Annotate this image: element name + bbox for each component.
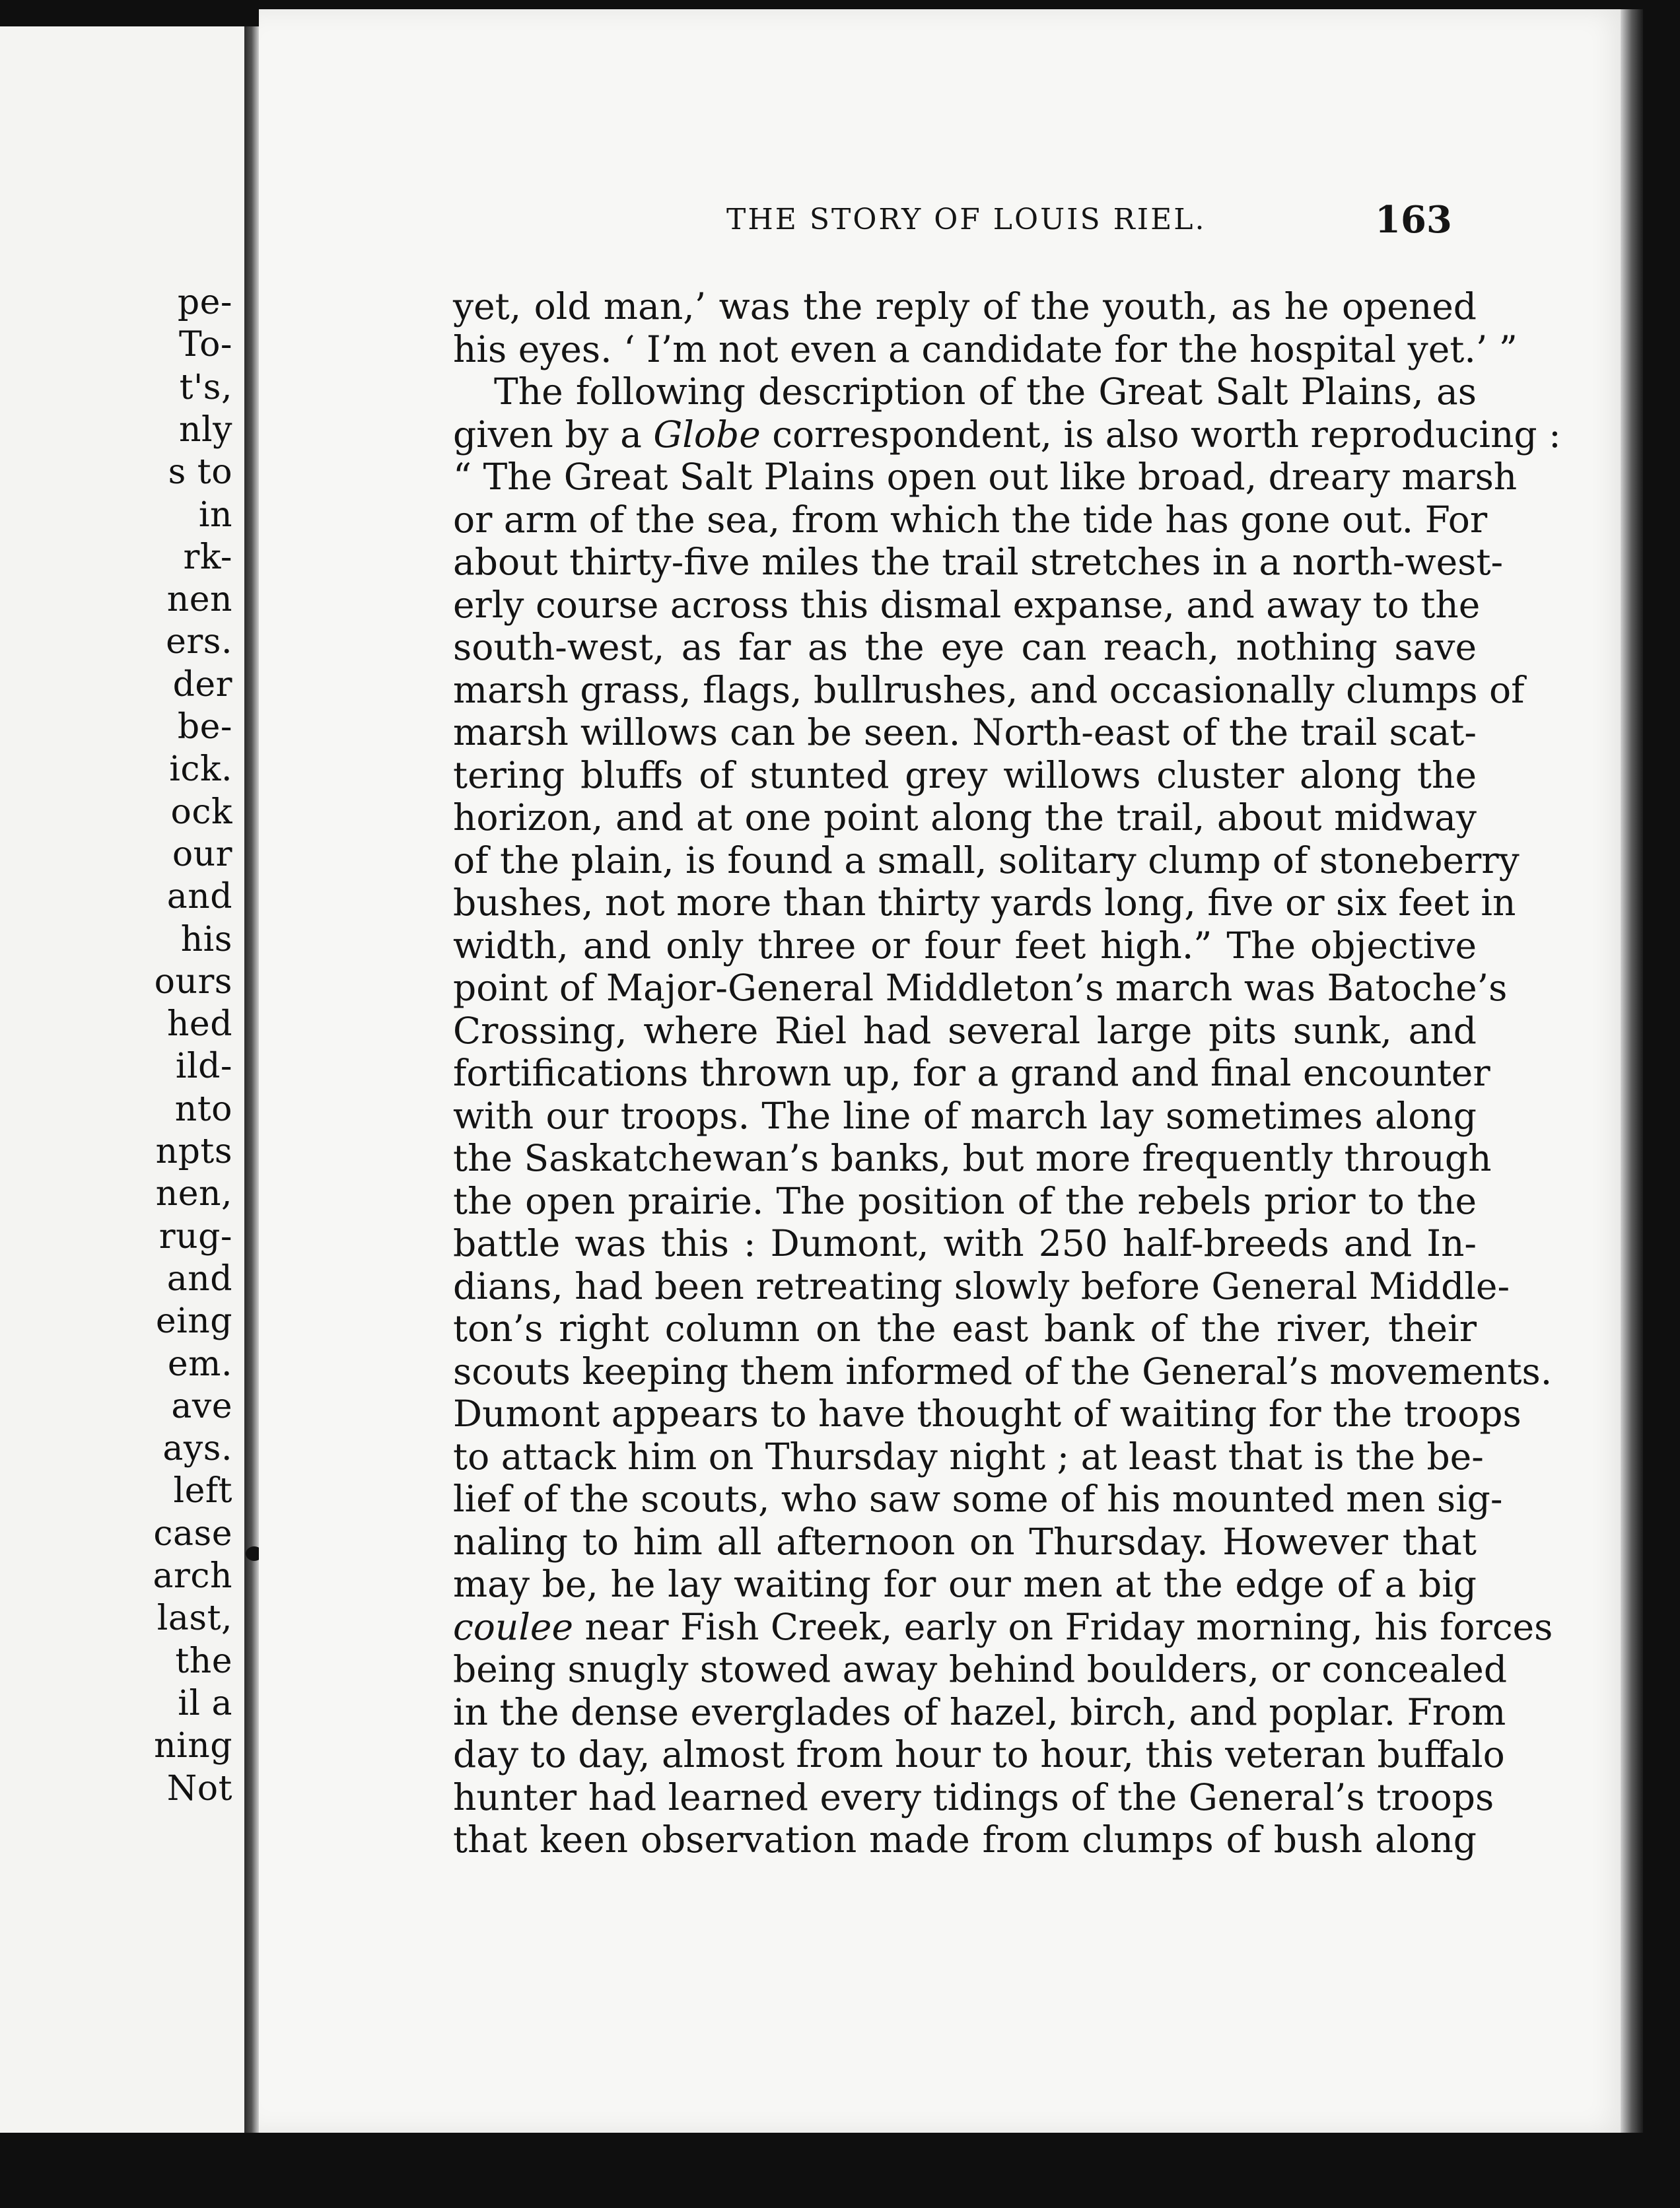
text-line: of the plain, is found a small, solitary clump of stoneberry <box>453 839 1520 881</box>
left-page-line: ock <box>170 792 232 832</box>
text-line: in the dense everglades of hazel, birch, and poplar. From <box>453 1690 1506 1733</box>
left-page-line: ning <box>154 1726 232 1766</box>
text-line: lief of the scouts, who saw some of his mounted men sig- <box>453 1478 1503 1520</box>
left-page-line: der <box>172 664 232 705</box>
text-line: Crossing, where Riel had several large pits sunk, and <box>453 1009 1477 1052</box>
left-page-line: Not <box>166 1768 232 1809</box>
left-page-line: our <box>172 834 232 874</box>
text-line: Dumont appears to have thought of waiting for the troops <box>453 1393 1522 1435</box>
text-line: erly course across this dismal expanse, and away to the <box>453 583 1481 626</box>
left-page-line: rug- <box>158 1216 232 1257</box>
text-line: fortifications thrown up, for a grand and final encounter <box>453 1052 1490 1094</box>
left-page-line: ave <box>171 1386 232 1426</box>
left-page-line: t's, <box>179 367 232 407</box>
text-line: may be, he lay waiting for our men at the edge of a big <box>453 1563 1477 1605</box>
left-page-line: ers. <box>166 622 232 662</box>
left-page-line: npts <box>155 1132 232 1171</box>
left-page-line: the <box>175 1641 232 1681</box>
text-line: tering bluffs of stunted grey willows cluster along the <box>453 753 1477 796</box>
left-page-line: il a <box>178 1683 232 1723</box>
left-page-line: be- <box>177 707 232 747</box>
text-line: battle was this : Dumont, with 250 half-breeds and In- <box>453 1222 1477 1264</box>
running-head: THE STORY OF LOUIS RIEL. <box>726 203 1207 236</box>
line-text: near Fish Creek, early on Friday morning, his forces <box>573 1605 1553 1648</box>
italic-term: Globe <box>653 413 761 456</box>
left-page-line: rk- <box>183 537 232 577</box>
text-line: ton’s right column on the east bank of the river, their <box>453 1307 1477 1350</box>
left-page-line: last, <box>157 1599 232 1639</box>
text-line: hunter had learned every tidings of the General’s troops <box>453 1776 1494 1818</box>
left-page-line: arch <box>153 1556 232 1596</box>
left-page-line: nen <box>166 580 232 620</box>
text-line: marsh willows can be seen. North-east of the trail scat- <box>453 711 1477 753</box>
left-page-line: hed <box>166 1004 232 1045</box>
left-page-line: eing <box>155 1301 232 1342</box>
text-line: with our troops. The line of march lay sometimes along <box>453 1094 1477 1137</box>
text-line: The following description of the Great Salt Plains, as <box>494 370 1477 413</box>
left-page-line: nen, <box>155 1174 232 1214</box>
left-page-line: pe- <box>177 283 232 322</box>
line-text: correspondent, is also worth reproducing : <box>760 413 1561 456</box>
text-line: day to day, almost from hour to hour, this veteran buffalo <box>453 1733 1505 1776</box>
left-page-line: and <box>166 1259 232 1299</box>
italic-term: coulee <box>453 1605 574 1648</box>
book-gutter <box>244 26 259 2133</box>
previous-page-fragment <box>0 26 248 2133</box>
text-line: width, and only three or four feet high.” The objective <box>453 924 1477 967</box>
text-line: south-west, as far as the eye can reach, nothing save <box>453 626 1477 668</box>
text-line: or arm of the sea, from which the tide has gone out. For <box>453 498 1488 541</box>
left-page-line: in <box>198 495 232 535</box>
left-page-line: em. <box>167 1344 232 1384</box>
left-page-line: ours <box>154 961 232 1002</box>
text-line: being snugly stowed away behind boulders, or concealed <box>453 1648 1508 1690</box>
text-line <box>453 1605 1553 1648</box>
left-page-line: nto <box>174 1089 232 1129</box>
left-page-line: his <box>180 919 232 959</box>
page-number: 163 <box>1375 198 1452 242</box>
text-line: “ The Great Salt Plains open out like broad, dreary marsh <box>453 456 1518 498</box>
text-line: the open prairie. The position of the rebels prior to the <box>453 1179 1477 1222</box>
text-line: point of Major-General Middleton’s march was Batoche’s <box>453 967 1508 1009</box>
text-line: dians, had been retreating slowly before General Middle- <box>453 1264 1510 1307</box>
text-line: that keen observation made from clumps of bush along <box>453 1818 1477 1861</box>
left-page-line: ick. <box>169 749 232 790</box>
left-page-line: left <box>173 1471 232 1511</box>
text-line: horizon, and at one point along the trail, about midway <box>453 796 1477 839</box>
left-page-line: To- <box>178 325 232 365</box>
left-page-line: s to <box>168 452 232 493</box>
line-text: given by a <box>453 413 654 456</box>
page-edge <box>1621 9 1643 2133</box>
text-line: about thirty-five miles the trail stretches in a north-west- <box>453 541 1504 583</box>
left-page-line: nly <box>179 409 232 450</box>
text-line: yet, old man,’ was the reply of the youth, as he opened <box>453 285 1477 328</box>
text-line <box>453 413 1561 456</box>
left-page-line: case <box>153 1513 232 1554</box>
text-line: naling to him all afternoon on Thursday. However that <box>453 1520 1477 1563</box>
left-page-line: and <box>166 877 232 917</box>
text-line: the Saskatchewan’s banks, but more frequently through <box>453 1137 1492 1179</box>
text-line: bushes, not more than thirty yards long, five or six feet in <box>453 881 1516 924</box>
text-line: to attack him on Thursday night ; at least that is the be- <box>453 1435 1484 1478</box>
left-page-line: ays. <box>162 1429 232 1469</box>
text-line: his eyes. ‘ I’m not even a candidate for the hospital yet.’ ” <box>453 328 1518 370</box>
text-line: scouts keeping them informed of the General’s movements. <box>453 1350 1553 1393</box>
text-line: marsh grass, flags, bullrushes, and occasionally clumps of <box>453 668 1525 711</box>
left-page-line: ild- <box>175 1047 232 1087</box>
